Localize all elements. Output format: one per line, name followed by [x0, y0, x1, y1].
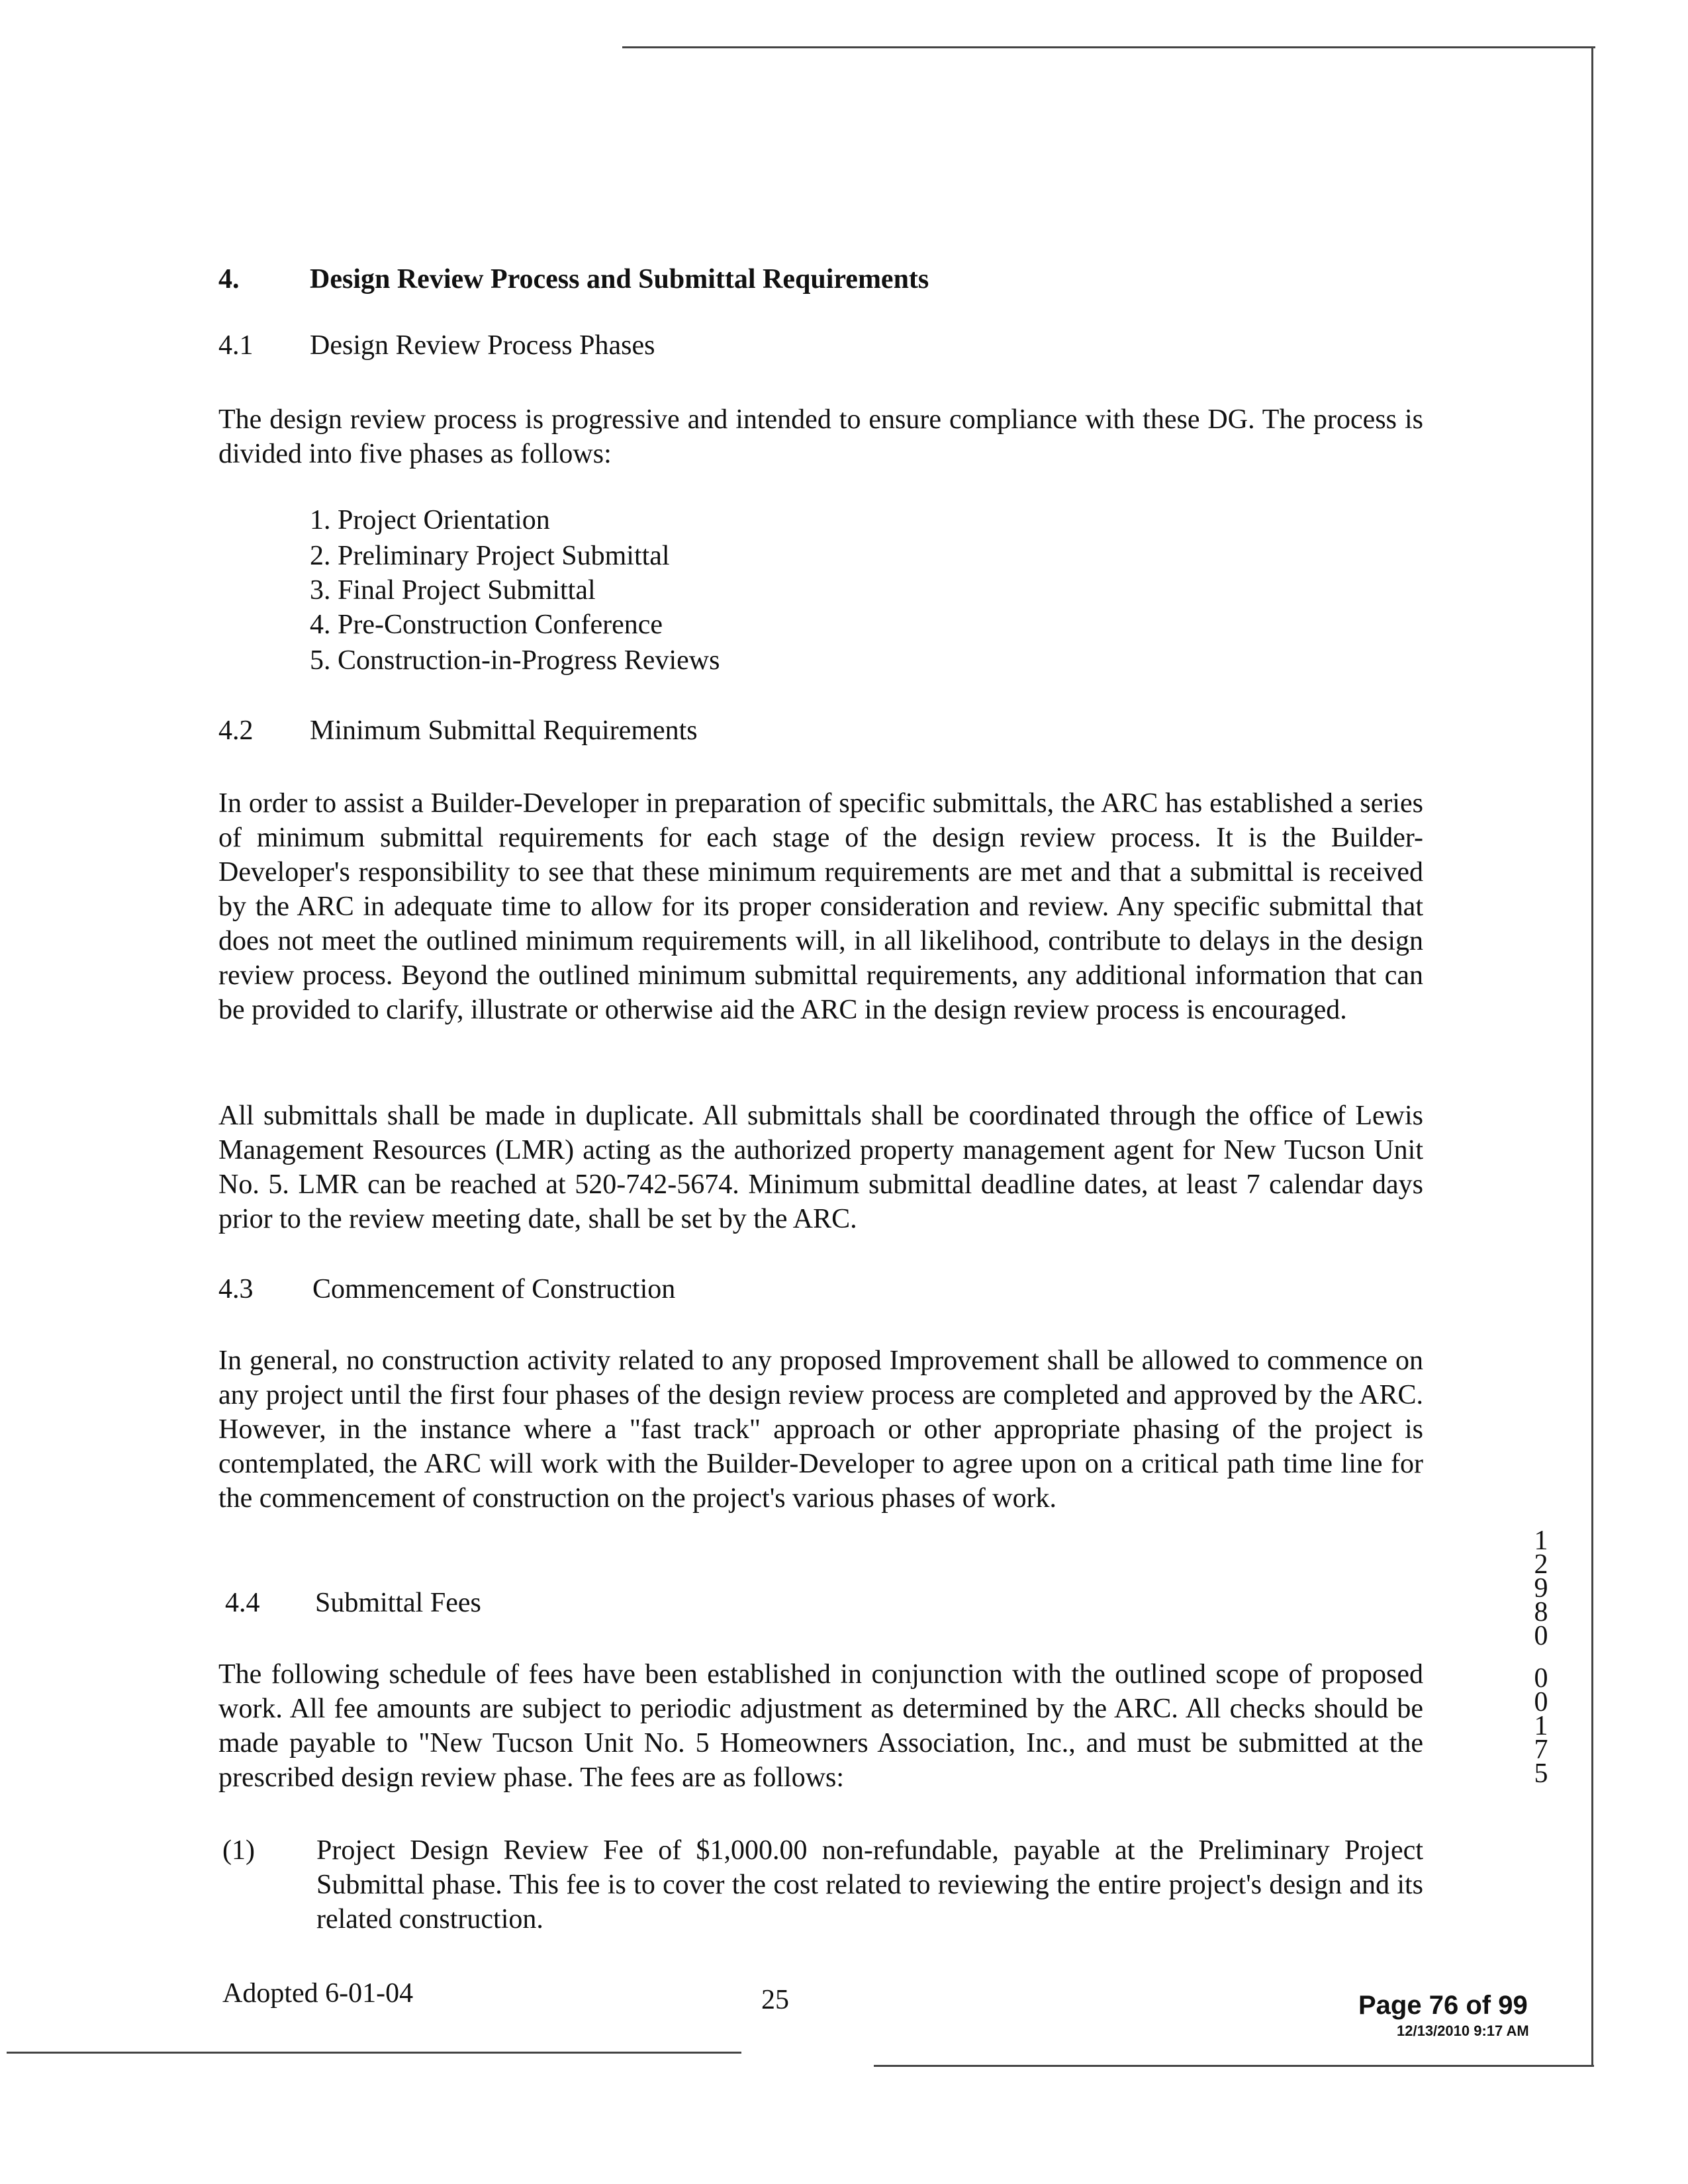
list-item: 3. Final Project Submittal [310, 575, 596, 606]
subsection-4-2-number: 4.2 [218, 715, 254, 746]
subsection-4-3-title: Commencement of Construction [312, 1274, 676, 1304]
fee-item-text: Project Design Review Fee of $1,000.00 non-refundable, payable at the Preliminary Project Submittal phase. This fee is to cover the cost related to reviewing the entire project's design and its related construction. [316, 1835, 1423, 1934]
subsection-4-4-title: Submittal Fees [315, 1588, 481, 1618]
stamp-page-count: Page 76 of 99 [1358, 1991, 1528, 2020]
top-border-line [622, 46, 1595, 48]
list-item: 5. Construction-in-Progress Reviews [310, 645, 720, 676]
recording-digit: 8 [1534, 1597, 1548, 1627]
recording-digit: 1 [1534, 1525, 1548, 1556]
recording-digit: 9 [1534, 1573, 1548, 1604]
bottom-border-line-left [7, 2052, 741, 2054]
subsection-4-2-paragraph-2: All submittals shall be made in duplicate. All submittals shall be coordinated through the office of Lewis Management Resources (LMR) acting as the authorized property management agent for New Tucson Unit No. 5. LMR can be reached at 520-742-5674. Minimum submittal deadline dates, at least 7 calendar days prior to the review meeting date, shall be set by the ARC. [218, 1101, 1423, 1234]
recording-digit: 2 [1534, 1549, 1548, 1580]
list-item: 1. Project Orientation [310, 505, 550, 535]
subsection-4-2-title: Minimum Submittal Requirements [310, 715, 698, 746]
subsection-4-3-paragraph: In general, no construction activity related to any proposed Improvement shall be allowed to commence on any project until the first four phases of the design review process are completed and approved by the ARC. However, in the instance where a "fast track" approach or other appropriate phasing of the project is contemplated, the ARC will work with the Builder-Developer to agree upon on a critical path time line for the commencement of construction on the project's various phases of work. [218, 1345, 1423, 1514]
footer-adopted-date: Adopted 6-01-04 [222, 1978, 414, 2009]
section-number: 4. [218, 264, 240, 295]
section-title: Design Review Process and Submittal Requirements [310, 264, 929, 295]
fee-item-marker: (1) [222, 1835, 255, 1866]
stamp-datetime: 12/13/2010 9:17 AM [1397, 2023, 1529, 2039]
recording-digit: 1 [1534, 1711, 1548, 1741]
recording-number [1528, 1525, 1554, 1789]
footer-page-number: 25 [761, 1985, 789, 2015]
recording-digit: 7 [1534, 1735, 1548, 1765]
subsection-4-4-number: 4.4 [225, 1588, 260, 1618]
recording-digit: 0 [1534, 1687, 1548, 1717]
subsection-4-3-number: 4.3 [218, 1274, 254, 1304]
recording-digit: 5 [1534, 1758, 1548, 1789]
subsection-4-1-title: Design Review Process Phases [310, 330, 655, 361]
right-border-line [1591, 48, 1593, 2066]
list-item: 4. Pre-Construction Conference [310, 610, 663, 640]
subsection-4-4-paragraph: The following schedule of fees have been established in conjunction with the outlined scope of proposed work. All fee amounts are subject to periodic adjustment as determined by the ARC. All checks should be made payable to "New Tucson Unit No. 5 Homeowners Association, Inc., and must be submitted at the prescribed design review phase. The fees are as follows: [218, 1659, 1423, 1793]
bottom-border-line-right [874, 2065, 1594, 2067]
subsection-4-1-paragraph: The design review process is progressive and intended to ensure compliance with these DG. The process is divided into five phases as follows: [218, 404, 1423, 469]
recording-digit: 0 [1534, 1621, 1548, 1651]
subsection-4-2-paragraph-1: In order to assist a Builder-Developer in preparation of specific submittals, the ARC has established a series of minimum submittal requirements for each stage of the design review process. It is the Builder-Developer's responsibility to see that these minimum requirements are met and that a submittal is received by the ARC in adequate time to allow for its proper consideration and review. Any specific submittal that does not meet the outlined minimum requirements will, in all likelihood, contribute to delays in the design review process. Beyond the outlined minimum submittal requirements, any additional information that can be provided to clarify, illustrate or otherwise aid the ARC in the design review process is encouraged. [218, 788, 1423, 1025]
recording-digit: 0 [1534, 1663, 1548, 1694]
list-item: 2. Preliminary Project Submittal [310, 541, 670, 571]
subsection-4-1-number: 4.1 [218, 330, 254, 361]
